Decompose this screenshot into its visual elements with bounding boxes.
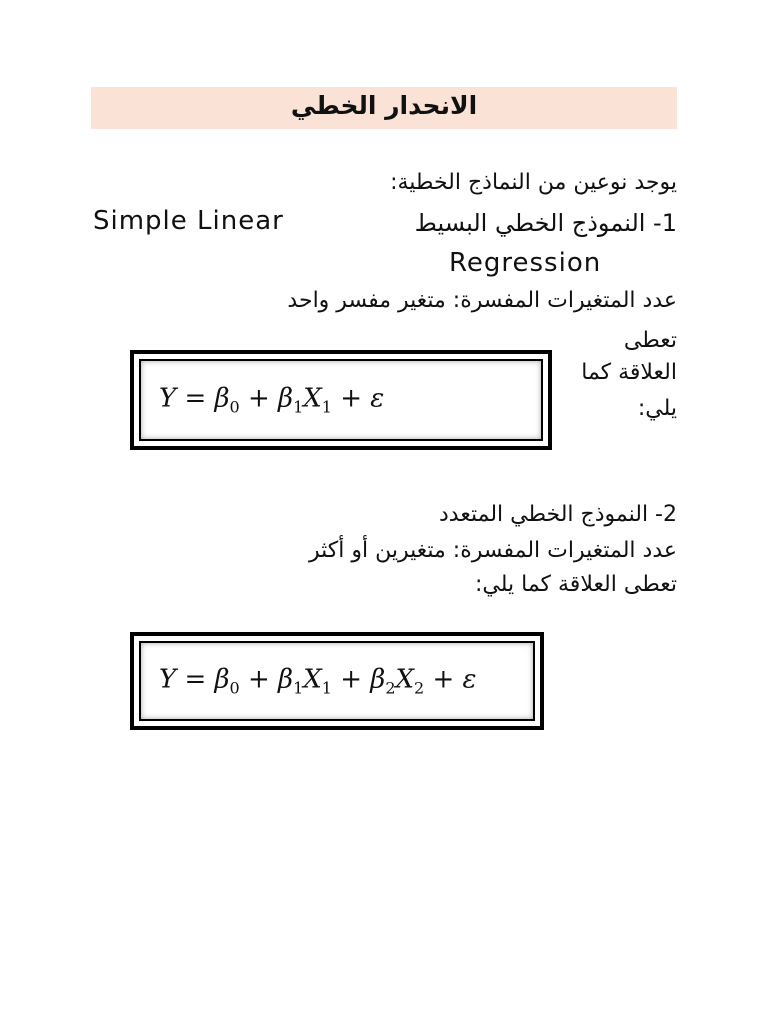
title-banner: [91, 87, 677, 129]
model1-relation-3: يلي:: [637, 396, 677, 421]
model2-relation: تعطى العلاقة كما يلي:: [474, 572, 677, 597]
model2-vars: عدد المتغيرات المفسرة: متغيرين أو أكثر: [309, 538, 677, 563]
model2-heading: 2- النموذج الخطي المتعدد: [439, 502, 677, 527]
model1-heading-en: Simple Linear: [93, 206, 284, 236]
model1-heading: 1- النموذج الخطي البسيط: [414, 209, 677, 237]
equation-simple: $Y = \beta_0 + \beta_1X_1 + \varepsilon$: [159, 383, 385, 417]
intro-text: يوجد نوعين من النماذج الخطية:: [390, 170, 677, 195]
page-title: الانحدار الخطي: [290, 91, 478, 120]
model1-heading-en-2: Regression: [449, 248, 602, 278]
equation-box-simple: [130, 350, 552, 450]
model1-relation-1: تعطى: [623, 328, 677, 353]
model1-relation-2: العلاقة كما: [581, 360, 677, 385]
equation-box-multiple: [130, 632, 544, 730]
equation-multiple: $Y = \beta_0 + \beta_1X_1 + \beta_2X_2 + \varepsilon$: [159, 664, 477, 698]
model1-vars: عدد المتغيرات المفسرة: متغير مفسر واحد: [287, 288, 677, 313]
